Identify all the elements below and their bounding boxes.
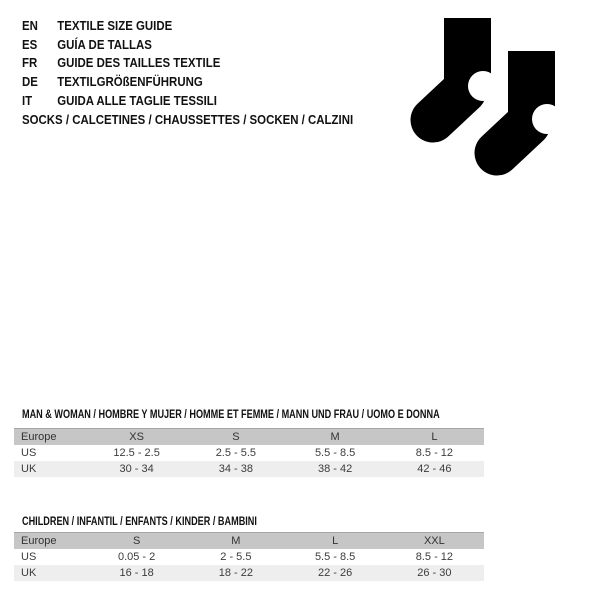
size-table-man-woman bbox=[14, 428, 484, 477]
language-code: IT bbox=[22, 92, 33, 108]
size-value: 2.5 - 5.5 bbox=[215, 447, 257, 459]
language-row-es bbox=[22, 35, 220, 54]
column-header-size: M bbox=[231, 535, 241, 547]
size-value: 26 - 30 bbox=[417, 567, 452, 579]
size-value: 34 - 38 bbox=[218, 463, 253, 475]
table-title-man-woman: MAN & WOMAN / HOMBRE Y MUJER / HOMME ET FEMME / MANN UND FRAU / UOMO E DONNA bbox=[22, 407, 440, 421]
sock-left bbox=[433, 18, 498, 120]
language-code: FR bbox=[22, 55, 38, 71]
size-value: 5.5 - 8.5 bbox=[314, 551, 356, 563]
column-header-size: S bbox=[232, 431, 240, 443]
language-row-fr bbox=[22, 53, 220, 72]
column-header-size: XXL bbox=[423, 535, 445, 547]
language-row-en bbox=[22, 16, 220, 35]
size-value: 30 - 34 bbox=[119, 463, 154, 475]
language-title: GUIDE DES TAILLES TEXTILE bbox=[57, 55, 221, 71]
column-header-size: L bbox=[332, 535, 339, 547]
language-title: GUIDA ALLE TAGLIE TESSILI bbox=[57, 92, 217, 108]
size-table-children bbox=[14, 532, 484, 581]
language-title: TEXTILE SIZE GUIDE bbox=[57, 17, 173, 33]
size-value: 5.5 - 8.5 bbox=[314, 447, 356, 459]
table-header-row bbox=[14, 532, 484, 549]
language-code: ES bbox=[22, 36, 38, 52]
size-value: 16 - 18 bbox=[119, 567, 154, 579]
category-title: SOCKS / CALCETINES / CHAUSSETTES / SOCKEN / CALZINI bbox=[22, 112, 354, 127]
language-code: EN bbox=[22, 17, 38, 33]
size-value: 18 - 22 bbox=[218, 567, 253, 579]
size-value: 8.5 - 12 bbox=[415, 447, 454, 459]
column-header-region: Europe bbox=[21, 535, 57, 547]
size-value: 2 - 5.5 bbox=[220, 551, 252, 563]
size-value: 22 - 26 bbox=[318, 567, 353, 579]
table-row-us bbox=[14, 549, 484, 565]
column-header-size: M bbox=[330, 431, 340, 443]
language-title: GUÍA DE TALLAS bbox=[57, 36, 152, 52]
language-title: TEXTILGRÖßENFÜHRUNG bbox=[57, 73, 203, 89]
size-value: 0.05 - 2 bbox=[117, 551, 156, 563]
column-header-size: L bbox=[431, 431, 438, 443]
language-code: DE bbox=[22, 73, 38, 89]
socks-icon bbox=[400, 0, 600, 190]
column-header-region: Europe bbox=[21, 431, 57, 443]
size-value: 38 - 42 bbox=[318, 463, 353, 475]
language-row-it bbox=[22, 91, 220, 110]
language-row-de bbox=[22, 72, 220, 91]
column-header-size: S bbox=[132, 535, 141, 547]
sock-right bbox=[497, 51, 562, 153]
table-header-row bbox=[14, 428, 484, 445]
column-header-size: XS bbox=[129, 431, 144, 443]
language-title-list bbox=[22, 16, 247, 109]
size-value: 8.5 - 12 bbox=[415, 551, 454, 563]
size-value: 42 - 46 bbox=[417, 463, 452, 475]
table-row-uk bbox=[14, 461, 484, 477]
row-label: UK bbox=[21, 567, 37, 579]
table-title-children: CHILDREN / INFANTIL / ENFANTS / KINDER / BAMBINI bbox=[22, 514, 257, 528]
row-label: US bbox=[21, 447, 37, 459]
table-row-uk bbox=[14, 565, 484, 581]
row-label: UK bbox=[21, 463, 37, 475]
row-label: US bbox=[21, 551, 37, 563]
size-value: 12.5 - 2.5 bbox=[113, 447, 160, 459]
table-row-us bbox=[14, 445, 484, 461]
